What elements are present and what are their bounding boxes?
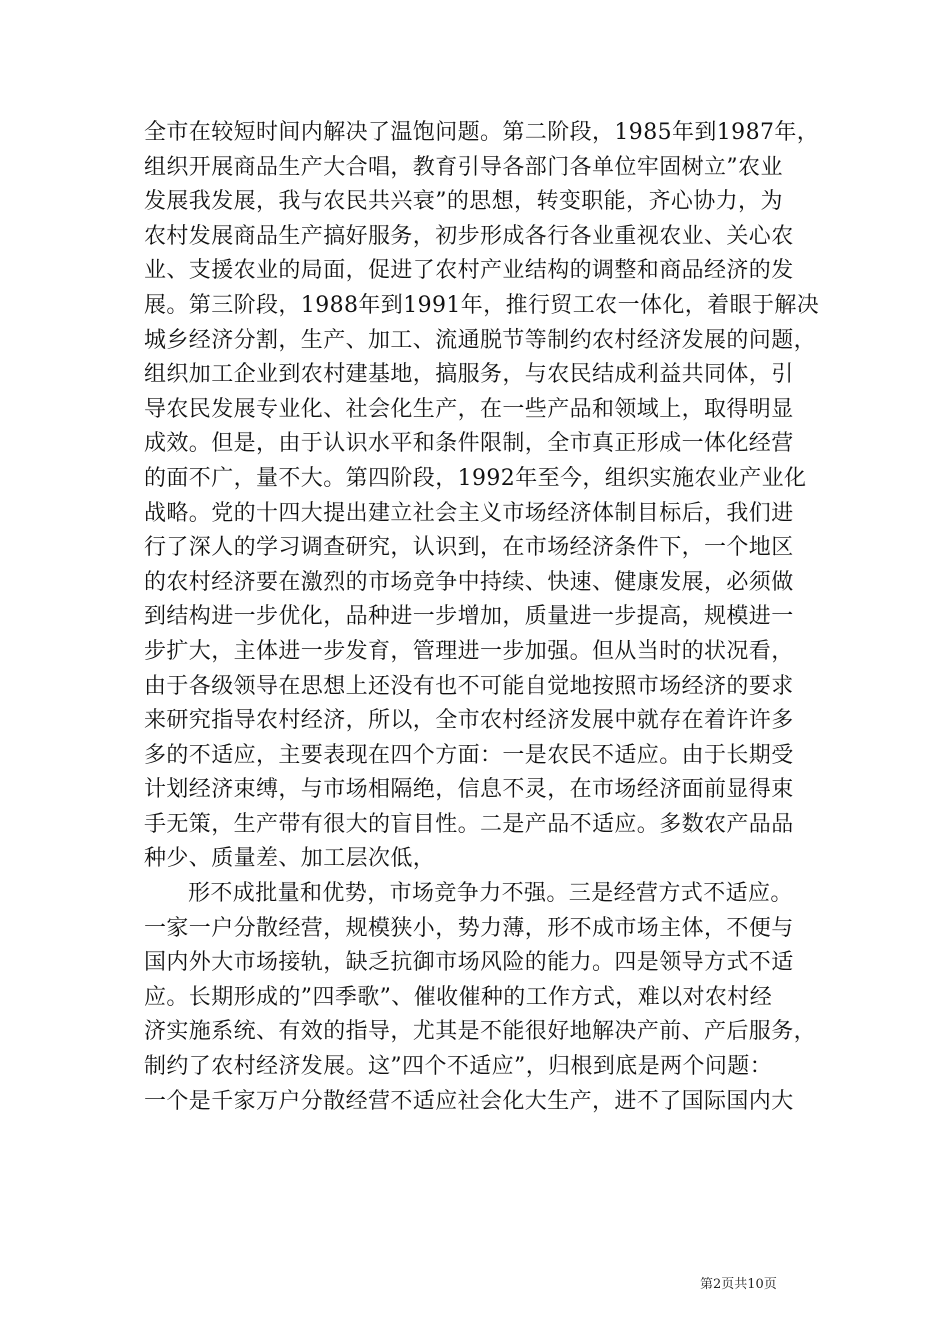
paragraph-start-line: 形不成批量和优势，市场竞争力不强。三是经营方式不适应。 — [188, 881, 793, 907]
text-line: 成效。但是，由于认识水平和条件限制，全市真正形成一体化经营 — [144, 431, 794, 457]
text-line: 导农民发展专业化、社会化生产，在一些产品和领域上，取得明显 — [144, 396, 794, 422]
text-line: 发展我发展，我与农民共兴衰”的思想，转变职能，齐心协力，为 — [144, 189, 783, 215]
text-line: 制约了农村经济发展。这”四个不适应”，归根到底是两个问题： — [144, 1054, 773, 1080]
text-line: 到结构进一步优化，品种进一步增加，质量进一步提高，规模进一 — [144, 604, 794, 630]
text-line: 多的不适应，主要表现在四个方面：一是农民不适应。由于长期受 — [144, 742, 794, 768]
text-line: 组织开展商品生产大合唱，教育引导各部门各单位牢固树立”农业 — [144, 154, 783, 180]
text-line: 计划经济束缚，与市场相隔绝，信息不灵，在市场经济面前显得束 — [144, 777, 794, 803]
text-line: 农村发展商品生产搞好服务，初步形成各行各业重视农业、关心农 — [144, 223, 794, 249]
text-line: 来研究指导农村经济，所以，全市农村经济发展中就存在着许许多 — [144, 708, 794, 734]
text-line: 行了深人的学习调查研究，认识到，在市场经济条件下，一个地区 — [144, 535, 794, 561]
text-line: 一家一户分散经营，规模狭小，势力薄，形不成市场主体，不便与 — [144, 915, 794, 941]
text-line: 种少、质量差、加工层次低， — [144, 846, 436, 872]
text-line: 的农村经济要在激烈的市场竞争中持续、快速、健康发展，必须做 — [144, 569, 794, 595]
text-line: 由于各级领导在思想上还没有也不可能自觉地按照市场经济的要求 — [144, 673, 794, 699]
text-line: 济实施系统、有效的指导，尤其是不能很好地解决产前、产后服务， — [144, 1019, 817, 1045]
document-body — [144, 116, 820, 1119]
text-line: 展。第三阶段，1988年到1991年，推行贸工农一体化，着眼于解决 — [144, 292, 820, 318]
text-line: 业、支援农业的局面，促进了农村产业结构的调整和商品经济的发 — [144, 258, 794, 284]
text-line: 组织加工企业到农村建基地，搞服务，与农民结成利益共同体，引 — [144, 362, 794, 388]
text-line: 战略。党的十四大提出建立社会主义市场经济体制目标后，我们进 — [144, 500, 794, 526]
text-line: 手无策，生产带有很大的盲目性。二是产品不适应。多数农产品品 — [144, 811, 794, 837]
text-line: 应。长期形成的”四季歌”、催收催种的工作方式，难以对农村经 — [144, 984, 773, 1010]
text-line: 的面不广，量不大。第四阶段，1992年至今，组织实施农业产业化 — [144, 465, 807, 491]
text-line: 步扩大，主体进一步发育，管理进一步加强。但从当时的状况看， — [144, 638, 794, 664]
text-line: 城乡经济分割，生产、加工、流通脱节等制约农村经济发展的问题， — [144, 327, 817, 353]
page-number: 第2页共10页 — [700, 1277, 777, 1292]
text-line: 国内外大市场接轨，缺乏抗御市场风险的能力。四是领导方式不适 — [144, 950, 794, 976]
text-line: 一个是千家万户分散经营不适应社会化大生产，进不了国际国内大 — [144, 1088, 794, 1114]
text-line: 全市在较短时间内解决了温饱问题。第二阶段，1985年到1987年， — [144, 120, 820, 145]
